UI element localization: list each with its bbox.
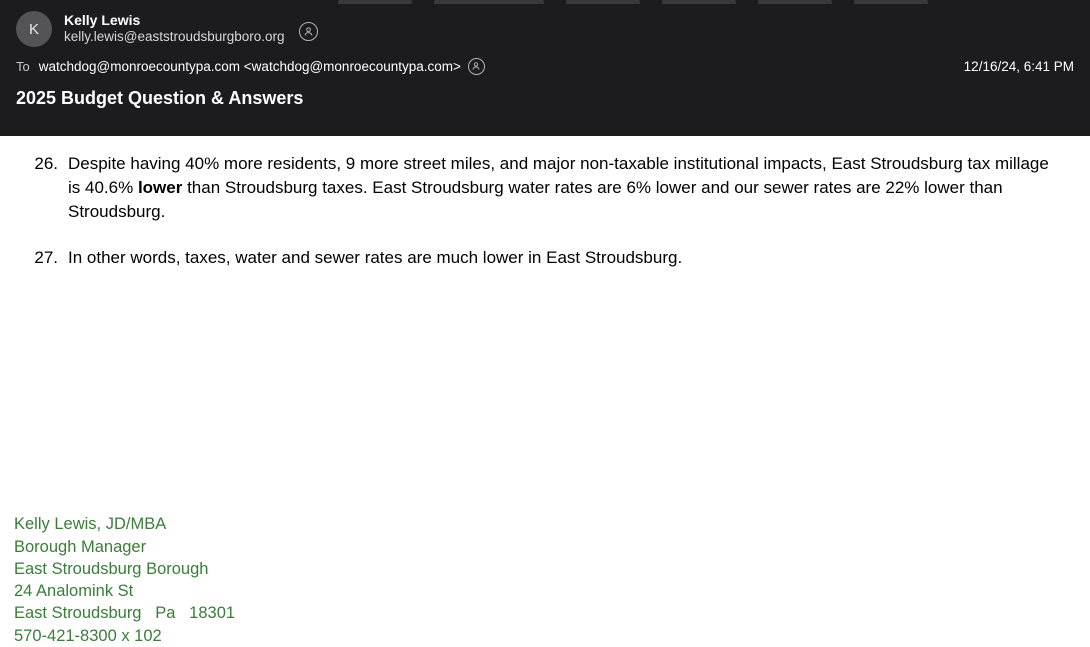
toolbar-partial-strip xyxy=(0,0,1090,4)
list-item xyxy=(28,152,1062,224)
email-header xyxy=(0,0,1090,136)
message-date: 12/16/24, 6:41 PM xyxy=(963,58,1074,74)
list-item-text-emphasis: lower xyxy=(137,178,183,198)
recipient-row xyxy=(0,52,1090,78)
signature-line-title: Borough Manager xyxy=(14,537,147,556)
toolbar-button-ghost-1[interactable] xyxy=(338,0,412,4)
signature-line-name: Kelly Lewis, JD/MBA xyxy=(14,515,167,534)
toolbar-button-ghost-5[interactable] xyxy=(758,0,832,4)
email-body xyxy=(0,136,1090,647)
list-item-text: In other words, taxes, water and sewer rates are much lower in East Stroudsburg. xyxy=(68,248,683,268)
sender-row xyxy=(0,0,1090,52)
list-item-text xyxy=(68,152,1062,224)
list-item-text-before: Despite having 40% more residents, 9 more street miles, and major non-taxable institutional impacts, East Stroudsburg tax millage is 40.6% xyxy=(68,154,1049,198)
sender-info xyxy=(64,12,285,46)
list-item xyxy=(28,246,1062,270)
list-item-number: 26. xyxy=(34,154,58,173)
toolbar-button-ghost-4[interactable] xyxy=(662,0,736,4)
signature-line-street: 24 Analomink St xyxy=(14,582,134,601)
toolbar-button-ghost-2[interactable] xyxy=(434,0,544,4)
toolbar-button-ghost-3[interactable] xyxy=(566,0,640,4)
sender-email: kelly.lewis@eaststroudsburgboro.org xyxy=(64,29,285,45)
subject-row xyxy=(0,78,1090,109)
email-signature xyxy=(14,513,235,647)
signature-line-organization: East Stroudsburg Borough xyxy=(14,559,209,578)
avatar: K xyxy=(16,11,52,47)
signature-line-city-state-zip: East Stroudsburg Pa 18301 xyxy=(14,604,236,623)
list-item-number: 27. xyxy=(34,248,58,268)
page-title: 2025 Budget Question & Answers xyxy=(16,88,304,108)
signature-line-phone: 570-421-8300 x 102 xyxy=(14,626,162,645)
contact-card-icon[interactable] xyxy=(299,22,318,41)
sender-name: Kelly Lewis xyxy=(64,11,141,28)
to-recipient[interactable]: watchdog@monroecountypa.com <watchdog@monroecountypa.com> xyxy=(38,58,461,74)
recipient-contact-icon[interactable] xyxy=(468,58,485,75)
to-label: To xyxy=(16,58,30,74)
toolbar-button-ghost-6[interactable] xyxy=(854,0,928,4)
list-item-text-after: than Stroudsburg taxes. East Stroudsburg water rates are 6% lower and our sewer rates are 22% lower than Stroudsburg. xyxy=(68,178,1003,222)
